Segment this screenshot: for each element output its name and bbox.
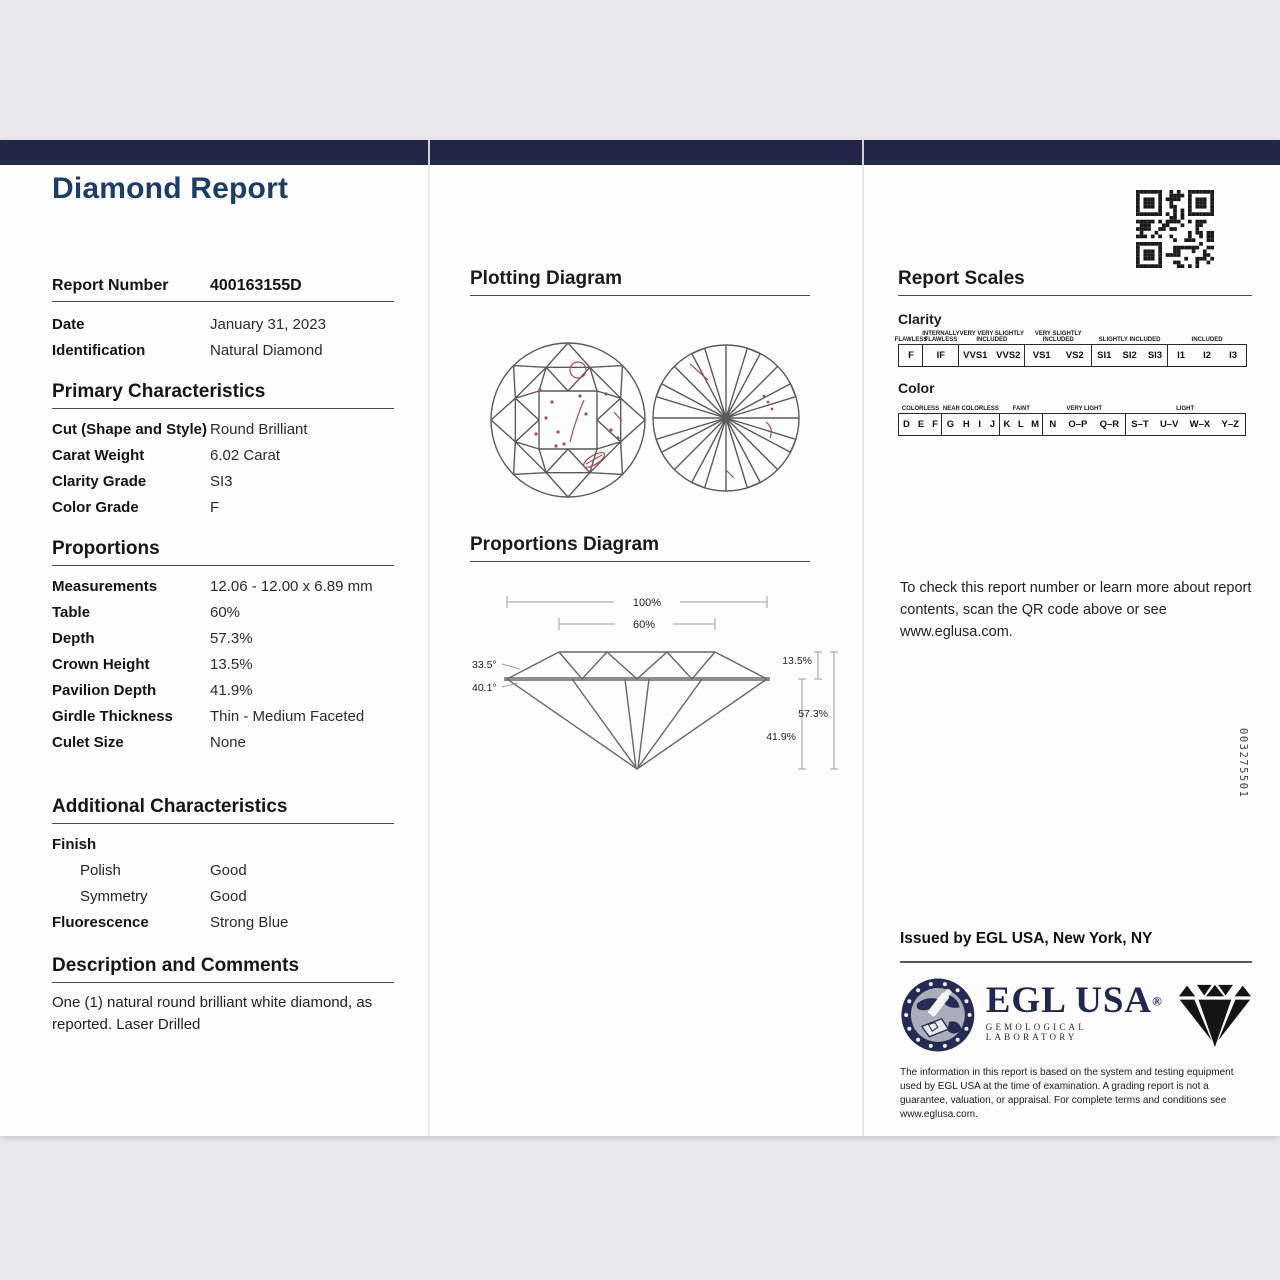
- issued-block: [900, 930, 1252, 1122]
- scale-group-box: [1125, 413, 1246, 436]
- logo-subtitle: GEMOLOGICAL LABORATORY: [985, 1021, 1087, 1042]
- panel-left: [52, 140, 394, 1036]
- proportions-rows: [52, 574, 394, 756]
- field-label: Table: [52, 604, 91, 621]
- scale-group-box: [1024, 344, 1092, 367]
- divider: [52, 301, 394, 302]
- clarity-heading: Clarity: [898, 311, 942, 327]
- divider: [52, 823, 394, 824]
- field-row: [52, 469, 394, 495]
- field-label: Color Grade: [52, 499, 139, 516]
- page-title: Diamond Report: [52, 172, 289, 205]
- field-label: Carat Weight: [52, 447, 145, 464]
- proportions-diagram-block: [470, 534, 810, 562]
- additional-heading: Additional Characteristics: [52, 796, 288, 817]
- report-number-row: [52, 276, 394, 296]
- scale-cell: F: [908, 350, 914, 361]
- field-label: Measurements: [52, 578, 158, 595]
- issued-by-text: Issued by EGL USA, New York, NY: [900, 930, 1153, 947]
- divider: [470, 295, 810, 296]
- scale-group-box: [941, 413, 1000, 436]
- primary-heading: Primary Characteristics: [52, 381, 266, 402]
- scale-cell: I: [978, 419, 982, 430]
- scale-group: [999, 399, 1044, 436]
- field-row: [52, 443, 394, 469]
- field-value: Round Brilliant: [210, 421, 308, 438]
- field-row: [52, 730, 394, 756]
- description-heading: Description and Comments: [52, 955, 300, 976]
- field-label: Identification: [52, 342, 146, 359]
- scale-cell: H: [962, 419, 970, 430]
- scale-cell: Y–Z: [1221, 419, 1239, 430]
- plotting-heading: Plotting Diagram: [470, 268, 623, 289]
- scale-group-label: INCLUDED: [1191, 337, 1223, 344]
- scale-cell: U–V: [1159, 419, 1179, 430]
- field-row: [52, 312, 394, 338]
- field-label: Pavilion Depth: [52, 682, 157, 699]
- field-label: Depth: [52, 630, 95, 647]
- scale-group-box: [898, 413, 943, 436]
- field-label: Polish: [80, 862, 121, 879]
- scale-group-box: [898, 344, 924, 367]
- field-row: [52, 652, 394, 678]
- field-value: 6.02 Carat: [210, 447, 281, 464]
- field-label: Symmetry: [80, 888, 148, 905]
- divider: [52, 982, 394, 983]
- scale-group: [941, 399, 1000, 436]
- field-label: Date: [52, 316, 85, 333]
- scale-cell: O–P: [1068, 419, 1088, 430]
- scale-group: [1167, 330, 1247, 367]
- scale-group-box: [1167, 344, 1247, 367]
- scale-cell: K: [1003, 419, 1011, 430]
- field-label: Culet Size: [52, 734, 124, 751]
- black-diamond-logo-icon: [1178, 982, 1252, 1050]
- scale-group: [898, 399, 943, 436]
- plotting-block: [470, 268, 810, 296]
- scale-group-label: FAINT: [1012, 406, 1030, 413]
- scale-cell: VS1: [1032, 350, 1051, 361]
- divider: [52, 408, 394, 409]
- egl-wordmark: [986, 982, 1178, 1042]
- field-value: Thin - Medium Faceted: [210, 708, 365, 725]
- summary-rows: [52, 312, 394, 364]
- field-value: 57.3%: [210, 630, 253, 647]
- fold-line-right: [862, 140, 864, 1136]
- scale-cell: N: [1049, 419, 1057, 430]
- scale-group-label: VERY LIGHT: [1066, 406, 1103, 413]
- scale-cell: I2: [1203, 350, 1211, 361]
- field-label: Crown Height: [52, 656, 150, 673]
- divider: [470, 561, 810, 562]
- qr-code-image: [1136, 190, 1214, 268]
- report-number-value: 400163155D: [210, 277, 302, 294]
- divider: [52, 565, 394, 566]
- clarity-scale: [894, 330, 1252, 367]
- field-value: Good: [210, 862, 247, 879]
- scale-group-box: [958, 344, 1026, 367]
- scale-group-label: NEAR COLORLESS: [942, 406, 999, 413]
- scale-cell: VVS2: [996, 350, 1021, 361]
- scale-cell: E: [917, 419, 925, 430]
- description-text: One (1) natural round brilliant white diamond, as reported. Laser Drilled: [52, 994, 373, 1033]
- field-value: SI3: [210, 473, 233, 490]
- report-number-label: Report Number: [52, 277, 169, 294]
- scale-cell: I3: [1229, 350, 1237, 361]
- field-label: Girdle Thickness: [52, 708, 173, 725]
- scale-group-box: [1042, 413, 1126, 436]
- field-row: [52, 626, 394, 652]
- registered-mark: ®: [1152, 993, 1163, 1009]
- scale-group: [1024, 330, 1092, 367]
- field-row: [52, 417, 394, 443]
- proportions-profile-figure: [462, 584, 842, 799]
- field-row: [52, 832, 394, 858]
- label-crown-angle: 33.5°: [472, 659, 497, 671]
- scale-group: [1042, 399, 1126, 436]
- scale-cell: D: [902, 419, 910, 430]
- field-value: None: [210, 734, 246, 751]
- qr-note: To check this report number or learn more about report contents, scan the QR code above or see www.eglusa.com.: [900, 580, 1252, 640]
- plotting-diagram-figure: [468, 322, 836, 518]
- serial-number: 003275501: [1237, 728, 1249, 799]
- field-row: [52, 910, 394, 936]
- primary-rows: [52, 417, 394, 521]
- scale-cell: F: [932, 419, 938, 430]
- label-crown-height: 13.5%: [782, 655, 812, 667]
- field-row: [52, 704, 394, 730]
- scale-group: [958, 330, 1026, 367]
- logo-text: EGL USA: [985, 980, 1153, 1021]
- scale-group-box: [922, 344, 959, 367]
- report-scales-heading: Report Scales: [898, 268, 1025, 289]
- proportions-heading: Proportions: [52, 538, 160, 559]
- field-value: Good: [210, 888, 247, 905]
- scale-group-box: [1091, 344, 1169, 367]
- field-value: 60%: [210, 604, 241, 621]
- scale-cell: SI1: [1097, 350, 1112, 361]
- label-total-width: 100%: [632, 597, 662, 609]
- logo-row: [900, 976, 1252, 1054]
- report-paper: [0, 140, 1280, 1136]
- divider: [900, 961, 1252, 963]
- scale-group-label: VERY VERY SLIGHTLY INCLUDED: [959, 330, 1025, 344]
- field-row: [52, 495, 394, 521]
- field-value: 41.9%: [210, 682, 253, 699]
- qr-code: [1136, 190, 1214, 268]
- field-value: January 31, 2023: [210, 316, 326, 333]
- scale-group: [1091, 330, 1169, 367]
- scale-group-label: SLIGHTLY INCLUDED: [1098, 337, 1161, 344]
- scale-group-label: FLAWLESS: [894, 337, 928, 344]
- divider: [898, 295, 1252, 296]
- scale-cell: M: [1031, 419, 1040, 430]
- field-row: [52, 858, 394, 884]
- scale-cell: VS2: [1065, 350, 1084, 361]
- fold-line-left: [428, 140, 430, 1136]
- scale-group-label: INTERNALLY FLAWLESS: [922, 330, 960, 344]
- scale-cell: IF: [936, 350, 946, 361]
- scale-cell: SI3: [1147, 350, 1163, 361]
- label-pavilion-angle: 40.1°: [472, 682, 497, 694]
- egl-globe-emblem-icon: [900, 976, 976, 1054]
- label-pavilion-depth: 41.9%: [766, 731, 796, 743]
- proportions-diagram-heading: Proportions Diagram: [470, 534, 659, 555]
- color-heading: Color: [898, 380, 935, 396]
- scale-group: [1125, 399, 1246, 436]
- scale-cell: SI2: [1122, 350, 1137, 361]
- scale-group-label: VERY SLIGHTLY INCLUDED: [1034, 330, 1082, 344]
- scale-cell: Q–R: [1099, 419, 1120, 430]
- scale-cell: L: [1017, 419, 1024, 430]
- scale-group-box: [999, 413, 1044, 436]
- field-label: Finish: [52, 836, 97, 853]
- fine-print: The information in this report is based on the system and testing equipment used by EGL USA at the time of examination. A grading report is not a guarantee, valuation, or appraisal. For complete terms and conditions see www.eglusa.com.: [900, 1067, 1234, 1120]
- field-label: Fluorescence: [52, 914, 149, 931]
- field-label: Clarity Grade: [52, 473, 147, 490]
- field-label: Cut (Shape and Style): [52, 421, 208, 438]
- diamond-profile: [507, 652, 767, 769]
- scale-cell: J: [989, 419, 996, 430]
- color-scale: [898, 399, 1252, 436]
- pavilion-view-plot: [653, 345, 799, 491]
- field-value: 12.06 - 12.00 x 6.89 mm: [210, 578, 373, 595]
- scale-cell: W–X: [1189, 419, 1211, 430]
- field-row: [52, 600, 394, 626]
- report-scales-block: [894, 268, 1252, 436]
- field-value: 13.5%: [210, 656, 253, 673]
- scale-cell: S–T: [1131, 419, 1149, 430]
- scale-group: [922, 330, 959, 367]
- scale-cell: G: [946, 419, 955, 430]
- field-value: Natural Diamond: [210, 342, 323, 359]
- label-total-depth: 57.3%: [798, 708, 828, 720]
- field-value: F: [210, 499, 220, 516]
- additional-rows: [52, 832, 394, 936]
- field-row: [52, 884, 394, 910]
- scale-cell: I1: [1177, 350, 1185, 361]
- scale-cell: VVS1: [963, 350, 988, 361]
- scale-group-label: COLORLESS: [901, 406, 940, 413]
- label-table-width: 60%: [632, 619, 656, 631]
- field-row: [52, 678, 394, 704]
- field-row: [52, 574, 394, 600]
- field-row: [52, 338, 394, 364]
- field-value: Strong Blue: [210, 914, 289, 931]
- scale-group-label: LIGHT: [1176, 406, 1195, 413]
- scale-group: [894, 330, 928, 367]
